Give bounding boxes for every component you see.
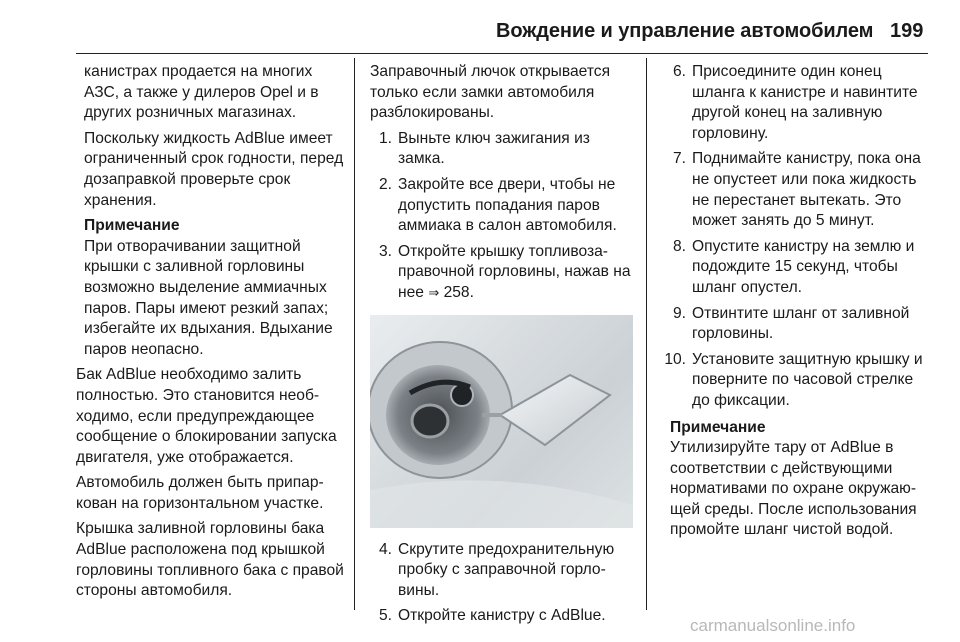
- note-heading: Примечание: [84, 217, 180, 235]
- column-divider-left: [354, 58, 355, 610]
- step-number: 10.: [664, 350, 686, 368]
- paragraph-shelf-life: Поскольку жидкость AdBlue имеет ограниченный срок годности, перед дозаправкой проверьте срок хранения.: [84, 129, 344, 209]
- paragraph-flap-intro: Заправочный лючок открывается только если замки автомобиля разблокированы.: [370, 63, 611, 122]
- step-text: [398, 242, 635, 304]
- step-text: Поднимайте канистру, пока она не опустеет или пока жидкость не перестанет вытекать. Это может занять до 5 минут.: [692, 150, 921, 230]
- step-text: Выньте ключ зажигания из замка.: [398, 129, 590, 168]
- paragraph-cap-location: Крышка заливной горловины бака AdBlue расположена под крышкой горловины топливного бака с правой стороны автомобиля.: [76, 520, 344, 600]
- list-item: [370, 540, 635, 602]
- note-text: При отворачивании защитной крышки с заливной горловины возможно выделение аммиачных паров. Пары имеют резкий запах; избегайте их вдыхания. Вдыхание паров неопасно.: [84, 237, 333, 358]
- paragraph-continuation: канистрах продается на многих АЗС, а также у дилеров Opel и в других розничных магазинах.: [84, 63, 319, 122]
- fuel-filler-illustration: [370, 315, 633, 528]
- list-item: [370, 606, 635, 627]
- step-number: 4.: [378, 540, 392, 558]
- page-header-title: Вождение и управление автомобилем: [496, 20, 874, 42]
- step-number: 8.: [672, 237, 686, 255]
- step-number: 7.: [672, 150, 686, 168]
- step-text: Скрутите предохранительную пробку с заправочной горловины.: [398, 540, 615, 599]
- column-divider-right: [646, 58, 647, 610]
- column-3: [662, 62, 930, 541]
- step-text: Закройте все двери, чтобы не допустить попадания паров аммиака в салон автомобиля.: [398, 175, 617, 235]
- step-number: 3.: [378, 242, 392, 260]
- step-number: 1.: [378, 129, 392, 147]
- list-item: [662, 350, 930, 412]
- note-text: Утилизируйте тару от AdBlue в соответствии с действующими нормативами по охране окружающей среды. После использования промойте шланг чистой водой.: [670, 439, 917, 539]
- step-text: Отвинтите шланг от заливной горловины.: [692, 304, 910, 343]
- list-item: [370, 129, 635, 170]
- step-number: 6.: [672, 63, 686, 80]
- step-text: Откройте канистру с AdBlue.: [398, 607, 606, 625]
- step-number: 5.: [378, 607, 392, 625]
- column-2: [370, 62, 635, 632]
- paragraph-fill-completely: Бак AdBlue необходимо залить полностью. Это становится необходимо, если предупреждающее сообщение о блокировании запуска двигателя, уже отображается.: [76, 366, 337, 466]
- step-text: Опустите канистру на землю и подождите 15 секунд, чтобы шланг опустел.: [692, 237, 915, 296]
- step-number: 9.: [672, 304, 686, 322]
- page-reference-link[interactable]: 258.: [443, 283, 474, 301]
- list-item: [370, 242, 635, 304]
- column-1: [76, 62, 346, 607]
- list-item: [662, 237, 930, 299]
- note-block: [662, 418, 930, 542]
- list-item: [662, 149, 930, 231]
- step-text: Установите защитную крышку и поверните по часовой стрелке до фиксации.: [692, 350, 923, 409]
- note-heading: Примечание: [670, 418, 766, 436]
- step-text: Присоедините один конец шланга к канистре и навинтите другой конец на заливную горловину.: [692, 63, 918, 142]
- step-text-body: Откройте крышку топливозаправочной горловины, нажав на нее: [398, 242, 631, 301]
- paragraph-parking: Автомобиль должен быть припаркован на горизонтальном участке.: [76, 474, 324, 512]
- page-number: 199: [890, 20, 924, 42]
- header-rule: [76, 53, 928, 54]
- watermark: carmanualsonline.info: [690, 616, 856, 635]
- list-item: [662, 62, 930, 144]
- list-item: [370, 175, 635, 237]
- note-block: [76, 216, 346, 360]
- step-number: 2.: [378, 175, 392, 193]
- fuel-filler-photo: [370, 315, 633, 528]
- page-reference-arrow-icon[interactable]: ⇒: [428, 284, 440, 300]
- list-item: [662, 304, 930, 345]
